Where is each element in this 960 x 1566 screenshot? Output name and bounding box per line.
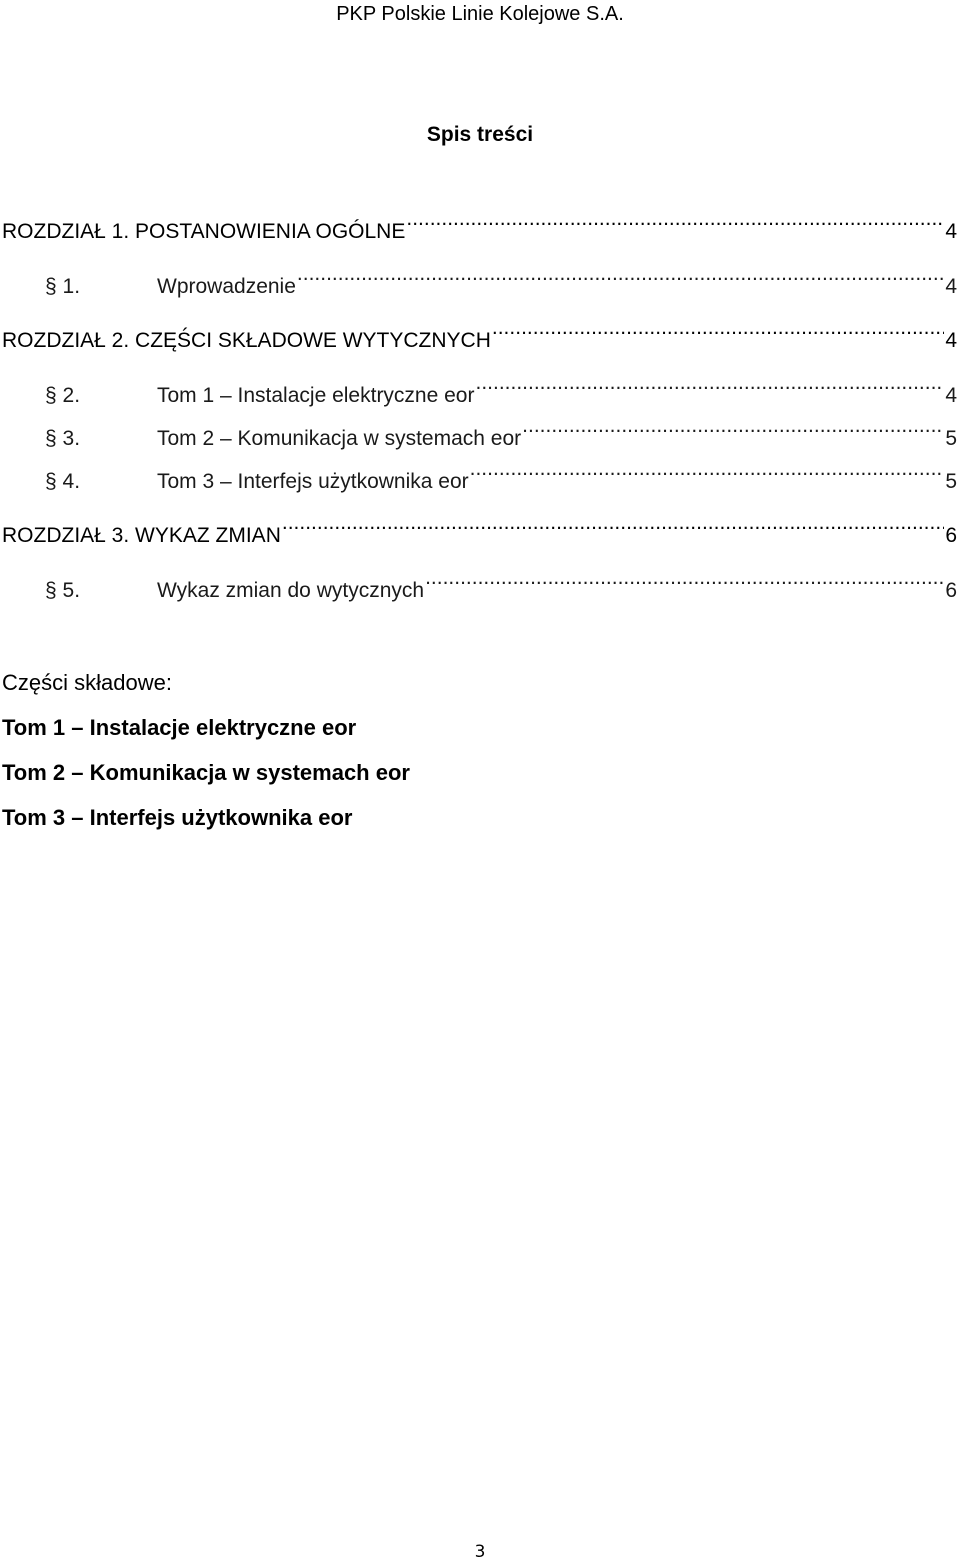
toc-entry-section-2[interactable] (2, 374, 957, 410)
toc-entry-page: 6 (945, 524, 957, 547)
toc-entry-page: 6 (945, 579, 957, 602)
toc-title: Spis treści (426, 123, 534, 146)
toc-entry-page: 5 (945, 470, 957, 493)
toc-entry-label: ROZDZIAŁ 2. CZĘŚCI SKŁADOWE WYTYCZNYCH (2, 329, 491, 352)
toc-entry-number: § 2. (45, 384, 81, 407)
toc-entry-number: § 3. (45, 427, 81, 450)
page-number: 3 (474, 1542, 486, 1562)
toc-dot-leader (406, 210, 944, 238)
toc-entry-section-5[interactable] (2, 569, 957, 605)
parts-item-1: Tom 1 – Instalacje elektryczne eor (2, 715, 357, 740)
toc-entry-number: § 4. (45, 470, 81, 493)
toc-entry-chapter-2[interactable] (2, 319, 957, 355)
toc-entry-chapter-3[interactable] (2, 514, 957, 550)
toc-entry-section-4[interactable] (2, 460, 957, 496)
toc-dot-leader (470, 460, 945, 488)
toc-entry-label: ROZDZIAŁ 3. WYKAZ ZMIAN (2, 524, 281, 547)
toc-entry-label: Tom 3 – Interfejs użytkownika eor (157, 470, 469, 493)
toc-entry-section-3[interactable] (2, 417, 957, 453)
toc-entry-label: Wykaz zmian do wytycznych (157, 579, 425, 602)
toc-dot-leader (297, 265, 944, 293)
toc-entry-page: 4 (945, 275, 957, 298)
toc-entry-page: 4 (945, 220, 957, 243)
toc-dot-leader (475, 374, 944, 402)
parts-heading: Części składowe: (2, 670, 172, 695)
parts-item-2: Tom 2 – Komunikacja w systemach eor (2, 760, 410, 785)
toc-entry-chapter-1[interactable] (2, 210, 957, 246)
toc-entry-label: Wprowadzenie (157, 275, 296, 298)
toc-dot-leader (282, 514, 944, 542)
document-header: PKP Polskie Linie Kolejowe S.A. (336, 3, 624, 25)
toc-dot-leader (492, 319, 944, 347)
toc-dot-leader (522, 417, 944, 445)
toc-entry-page: 4 (945, 384, 957, 407)
toc-entry-page: 4 (945, 329, 957, 352)
toc-entry-number: § 1. (45, 275, 81, 298)
toc-dot-leader (425, 569, 944, 597)
toc-entry-label: ROZDZIAŁ 1. POSTANOWIENIA OGÓLNE (2, 220, 406, 243)
parts-item-3: Tom 3 – Interfejs użytkownika eor (2, 805, 353, 830)
toc-entry-page: 5 (945, 427, 957, 450)
toc-entry-label: Tom 1 – Instalacje elektryczne eor (157, 384, 475, 407)
toc-entry-number: § 5. (45, 579, 81, 602)
toc-entry-section-1[interactable] (2, 265, 957, 301)
toc-entry-label: Tom 2 – Komunikacja w systemach eor (157, 427, 522, 450)
